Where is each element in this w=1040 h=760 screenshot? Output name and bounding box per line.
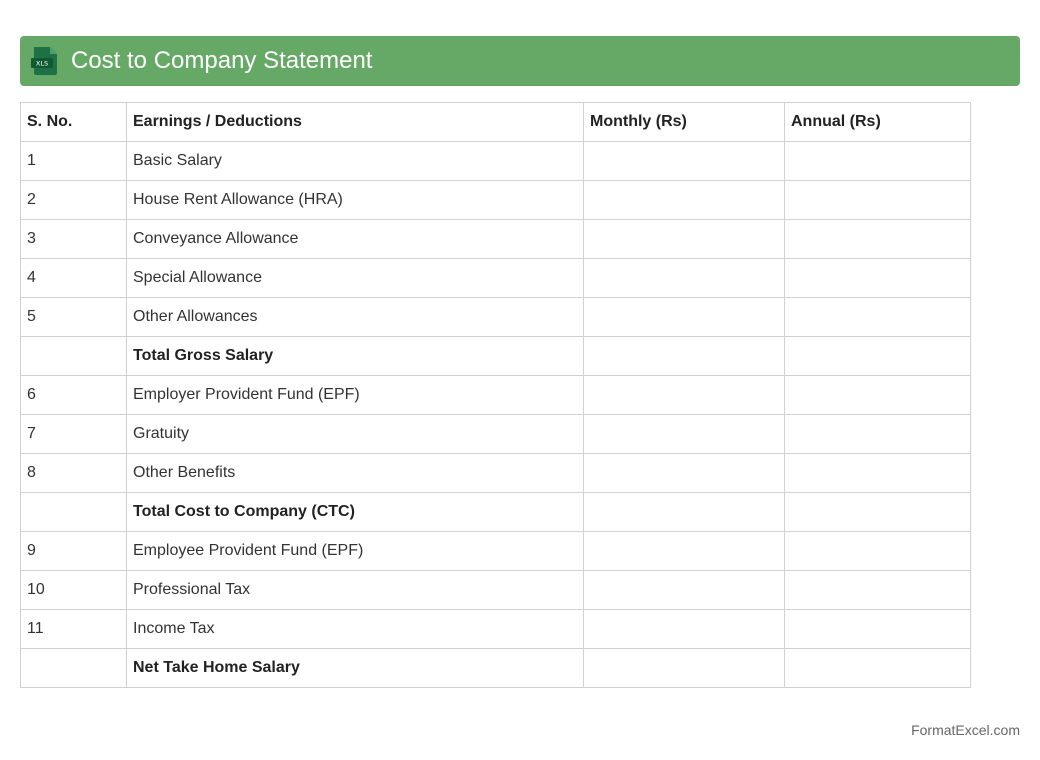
- cell-earnings-deduction: Conveyance Allowance: [127, 220, 584, 259]
- column-header-monthly: Monthly (Rs): [584, 103, 785, 142]
- cell-sno: 6: [21, 376, 127, 415]
- title-banner: [20, 36, 1020, 86]
- cell-annual-amount[interactable]: [785, 454, 971, 493]
- cell-annual-amount[interactable]: [785, 337, 971, 376]
- cell-sno: 7: [21, 415, 127, 454]
- cell-earnings-deduction: Income Tax: [127, 610, 584, 649]
- table-row: [21, 610, 971, 649]
- column-header-annual: Annual (Rs): [785, 103, 971, 142]
- cell-annual-amount[interactable]: [785, 571, 971, 610]
- cell-earnings-deduction: Professional Tax: [127, 571, 584, 610]
- cell-earnings-deduction: Total Gross Salary: [127, 337, 584, 376]
- table-row: [21, 220, 971, 259]
- cell-earnings-deduction: House Rent Allowance (HRA): [127, 181, 584, 220]
- cell-earnings-deduction: Other Allowances: [127, 298, 584, 337]
- cell-monthly-amount[interactable]: [584, 415, 785, 454]
- table-row: [21, 298, 971, 337]
- cell-annual-amount[interactable]: [785, 220, 971, 259]
- cell-sno: 10: [21, 571, 127, 610]
- cell-earnings-deduction: Basic Salary: [127, 142, 584, 181]
- xls-file-icon: [31, 46, 59, 76]
- cell-sno: 1: [21, 142, 127, 181]
- cell-monthly-amount[interactable]: [584, 259, 785, 298]
- cell-sno: 3: [21, 220, 127, 259]
- cell-annual-amount[interactable]: [785, 415, 971, 454]
- table-row: [21, 181, 971, 220]
- cell-sno: 4: [21, 259, 127, 298]
- cell-sno: 5: [21, 298, 127, 337]
- cell-monthly-amount[interactable]: [584, 493, 785, 532]
- column-header-sno: S. No.: [21, 103, 127, 142]
- table-row: [21, 337, 971, 376]
- cell-annual-amount[interactable]: [785, 259, 971, 298]
- table-row: [21, 649, 971, 688]
- cell-sno: 8: [21, 454, 127, 493]
- cell-monthly-amount[interactable]: [584, 142, 785, 181]
- cell-monthly-amount[interactable]: [584, 610, 785, 649]
- table-body: [21, 142, 971, 688]
- cell-earnings-deduction: Special Allowance: [127, 259, 584, 298]
- page-title: Cost to Company Statement: [71, 47, 373, 74]
- cell-monthly-amount[interactable]: [584, 220, 785, 259]
- cell-monthly-amount[interactable]: [584, 649, 785, 688]
- cell-earnings-deduction: Employer Provident Fund (EPF): [127, 376, 584, 415]
- table-row: [21, 454, 971, 493]
- table-row: [21, 142, 971, 181]
- cell-annual-amount[interactable]: [785, 142, 971, 181]
- cell-sno: 11: [21, 610, 127, 649]
- cell-sno: 2: [21, 181, 127, 220]
- cell-sno: [21, 649, 127, 688]
- table-row: [21, 259, 971, 298]
- cell-annual-amount[interactable]: [785, 610, 971, 649]
- table-row: [21, 493, 971, 532]
- table-row: [21, 571, 971, 610]
- cell-earnings-deduction: Gratuity: [127, 415, 584, 454]
- cell-monthly-amount[interactable]: [584, 571, 785, 610]
- cell-annual-amount[interactable]: [785, 181, 971, 220]
- cell-annual-amount[interactable]: [785, 298, 971, 337]
- table-row: [21, 532, 971, 571]
- cell-earnings-deduction: Other Benefits: [127, 454, 584, 493]
- column-header-earnings-deductions: Earnings / Deductions: [127, 103, 584, 142]
- cell-annual-amount[interactable]: [785, 493, 971, 532]
- cell-sno: 9: [21, 532, 127, 571]
- cell-sno: [21, 493, 127, 532]
- table-row: [21, 415, 971, 454]
- cell-annual-amount[interactable]: [785, 376, 971, 415]
- cell-earnings-deduction: Total Cost to Company (CTC): [127, 493, 584, 532]
- footer-brand: FormatExcel.com: [911, 722, 1020, 738]
- table-header-row: [21, 103, 971, 142]
- cell-earnings-deduction: Employee Provident Fund (EPF): [127, 532, 584, 571]
- ctc-table: [20, 102, 971, 688]
- xls-icon-label: XLS: [35, 59, 49, 68]
- cell-annual-amount[interactable]: [785, 649, 971, 688]
- cell-monthly-amount[interactable]: [584, 532, 785, 571]
- cell-monthly-amount[interactable]: [584, 298, 785, 337]
- cell-monthly-amount[interactable]: [584, 376, 785, 415]
- cell-monthly-amount[interactable]: [584, 337, 785, 376]
- table-row: [21, 376, 971, 415]
- cell-annual-amount[interactable]: [785, 532, 971, 571]
- cell-monthly-amount[interactable]: [584, 181, 785, 220]
- cell-monthly-amount[interactable]: [584, 454, 785, 493]
- cell-sno: [21, 337, 127, 376]
- cell-earnings-deduction: Net Take Home Salary: [127, 649, 584, 688]
